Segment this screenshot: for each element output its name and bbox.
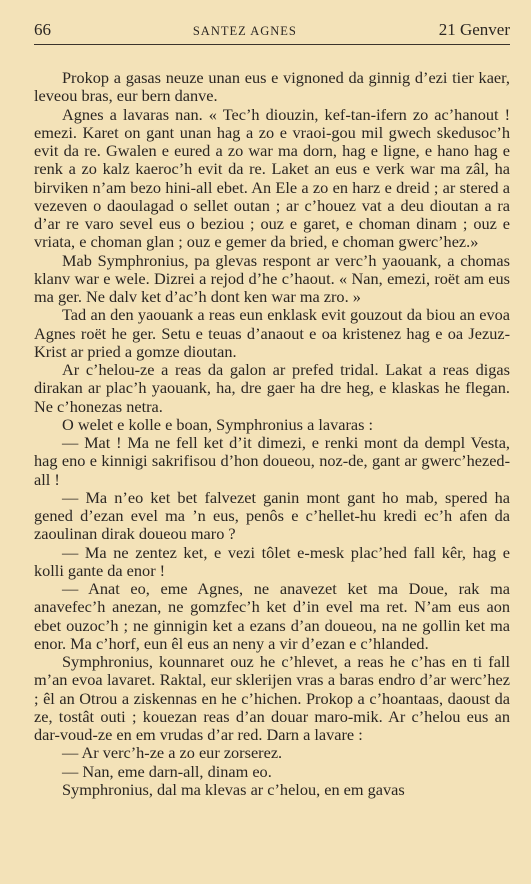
running-title: SANTEZ AGNES bbox=[192, 24, 297, 38]
body-paragraph: — Ar verc’h-ze a zo eur zorserez. bbox=[62, 743, 283, 763]
body-paragraph: — Nan, eme darn-all, dinam eo. bbox=[62, 761, 272, 781]
body-paragraph: — Ma n’eo ket bet falvezet ganin mont gant ho mab, spered ha gened d’ezan evel ma ’n eus, penôs e c’hellet-hu kredi ec’h afen da zaoulinan dirak doueou maro ? bbox=[34, 487, 510, 544]
body-paragraph: Ar c’helou-ze a reas da galon ar prefed tridal. Lakat a reas digas dirakan ar plac’h yaouank, ha, dre gaer ha dre heg, e klaskas he flegan. Ne c’honezas netra. bbox=[34, 360, 510, 416]
body-paragraph: Symphronius, dal ma klevas ar c’helou, en em gavas bbox=[62, 779, 405, 799]
body-paragraph: — Anat eo, eme Agnes, ne anavezet ket ma Doue, rak ma anavefec’h anezan, ne gomzfec’h ket d’in evel ma ret. N’am eus aon ebet ouzoc’h ; ne ginnigin ket a ezans d’an doueou, na ne gollin ket ma enor. Ma c’horf, eun êl eus an neny a vir d’ezan e c’hlanded. bbox=[34, 579, 510, 653]
header-rule bbox=[34, 44, 510, 45]
body-paragraph: — Ma ne zentez ket, e vezi tôlet e-mesk plac’hed fall kêr, hag e kolli gante da enor ! bbox=[34, 542, 510, 580]
body-paragraph: Tad an den yaouank a reas eun enklask evit gouzout da biou an evoa Agnes roët he ger. Setu e teuas d’anaout e oa kristenez hag e oa Jezuz-Krist ar pried a gomze dioutan. bbox=[34, 305, 510, 361]
body-paragraph: Mab Symphronius, pa glevas respont ar verc’h yaouank, a chomas klanv war e wele. Dizrei a rejod d’he c’haout. « Nan, emezi, roët am eus ma ger. Ne dalv ket d’ac’h dont ken war ma zro. » bbox=[34, 250, 510, 306]
body-paragraph: Symphronius, kounnaret ouz he c’hlevet, a reas he c’has en ti fall m’an evoa lavaret. Raktal, eur sklerijen vras a baras endro d’ar werc’hez ; êl an Otrou a ziskennas en he c’hichen. Prokop a c’hoantaas, daoust da ze, tostât outi ; kouezan reas d’an douar maro-mik. Ar c’helou eus an dar-voud-ze en em vrudas d’ar red. Darn a lavare : bbox=[34, 652, 510, 744]
page-number: 66 bbox=[34, 20, 51, 39]
header-date: 21 Genver bbox=[438, 20, 510, 39]
body-paragraph: O welet e kolle e boan, Symphronius a lavaras : bbox=[62, 414, 374, 434]
body-paragraph: Prokop a gasas neuze unan eus e vignoned da ginnig d’ezi tier kaer, leveou bras, eur bern danve. bbox=[34, 68, 510, 106]
page-body bbox=[34, 69, 510, 799]
page-header bbox=[34, 20, 510, 42]
body-paragraph: Agnes a lavaras nan. « Tec’h diouzin, kef-tan-ifern zo ac’hanout ! emezi. Karet on gant unan hag a zo e vraoi-gou mil gwech skedusoc’h evit da re. Gwalen e eured a zo war ma dorn, hag e ligne, e hano hag e renk a zo kalz kaeroc’h evit da re. Laket an eus e verk war ma zâl, ha birviken n’am bezo hini-all ebet. An Ele a zo en harz e dreid ; ar stered a vezeven o daoulagad o sellet outan ; ar c’houez vat a deu dioutan a ra d’ar re varo sevel eus o beziou ; ouz e garet, e choman dinam ; ouz e vriata, e choman glan ; ouz e gemer da bried, e choman gwerc’hez.» bbox=[34, 104, 510, 252]
body-paragraph: — Mat ! Ma ne fell ket d’it dimezi, e renki mont da dempl Vesta, hag eno e kinnigi sakrifisou d’hon doueou, noz-de, gant ar gwerc’hezed-all ! bbox=[34, 433, 510, 489]
